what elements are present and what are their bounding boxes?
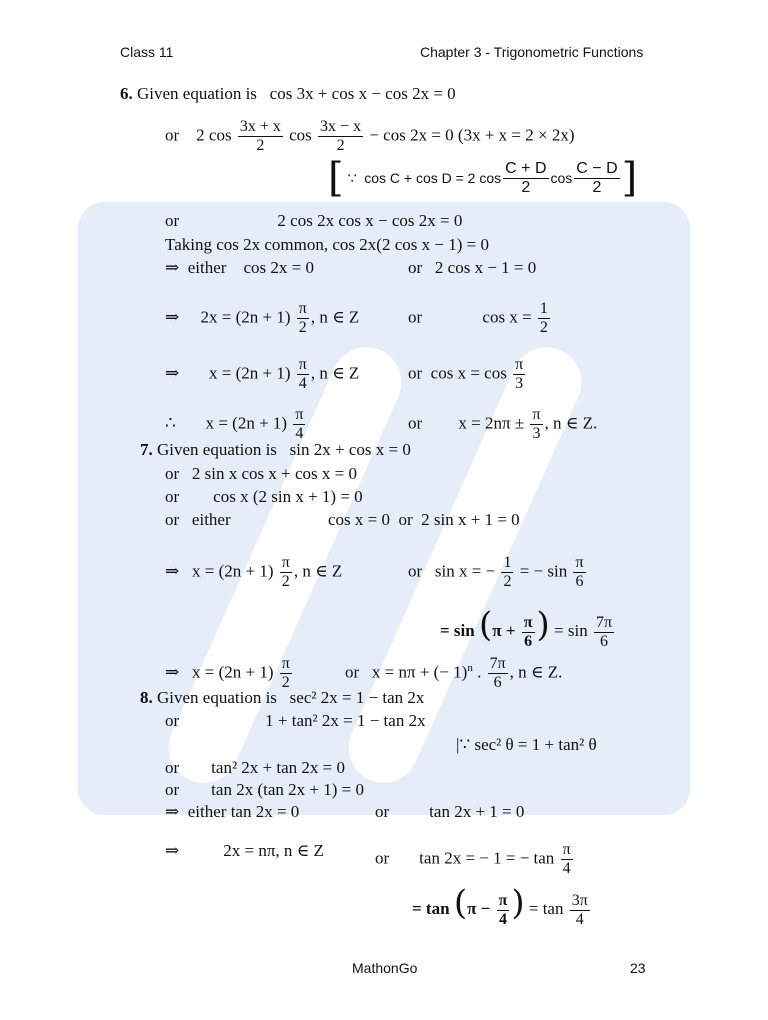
q6-line5: ⇒ either cos 2x = 0	[165, 258, 314, 277]
q6-line3: or 2 cos 2x cos x − cos 2x = 0	[165, 211, 463, 230]
q6-line8: ∴ x = (2n + 1) $\frac{\pi}{4}$	[165, 406, 304, 442]
q7-line5b: or sin x = − $\frac{1}{2}$ = − sin $\frac{\pi}{6}$	[408, 554, 584, 590]
q8-line5: or tan 2x (tan 2x + 1) = 0	[165, 780, 364, 799]
q7-line3: or cos x (2 sin x + 1) = 0	[165, 487, 363, 506]
q7-line7: ⇒ x = (2n + 1) $\frac{\pi}{2}$	[165, 655, 290, 691]
q8-line1: 8. Given equation is sec² 2x = 1 − tan 2x	[140, 688, 425, 707]
fraction: $\frac{3x + x}{2}$	[239, 118, 281, 154]
q6-line7b: or cos x = cos $\frac{\pi}{3}$	[408, 356, 524, 392]
q7-line6: = sin (π + $\frac{\pi}{6}$ ) = sin $\frac{7\pi}{6}$	[440, 605, 613, 650]
page-number: 23	[630, 960, 646, 976]
q7-line1: 7. Given equation is sin 2x + cos x = 0	[140, 440, 411, 459]
q8-line6b: or tan 2x + 1 = 0	[375, 802, 525, 821]
q6-line8b: or x = 2nπ ± $\frac{\pi}{3}$ , n ∈ Z.	[408, 406, 598, 442]
q6-line6: ⇒ 2x = (2n + 1) $\frac{\pi}{2}$ , n ∈ Z	[165, 300, 360, 336]
q8-line8: = tan (π − $\frac{\pi}{4}$ ) = tan $\frac{3\pi}{4}$	[412, 883, 588, 928]
q8-line6: ⇒ either tan 2x = 0	[165, 802, 300, 821]
header-chapter: Chapter 3 - Trigonometric Functions	[420, 44, 644, 60]
q6-line5b: or 2 cos x − 1 = 0	[408, 258, 537, 277]
q8-line4: or tan² 2x + tan 2x = 0	[165, 758, 345, 777]
q6-line4: Taking cos 2x common, cos 2x(2 cos x − 1) = 0	[165, 235, 489, 254]
header-class: Class 11	[120, 44, 174, 60]
identity-box: [ ∵ cos C + cos D = 2 cos $\frac{C + D}{2}$ cos $\frac{C - D}{2}$ ]	[328, 155, 638, 201]
q7-line2: or 2 sin x cos x + cos x = 0	[165, 464, 358, 483]
q7-line4: or either	[165, 510, 231, 529]
q7-line7b: or x = nπ + (− 1)$^n$ . $\frac{7\pi}{6}$ , n ∈ Z.	[345, 655, 563, 691]
q6-line2: or 2 cos $\frac{3x + x}{2}$ cos $\frac{3x - x}{2}$ − cos 2x = 0 (3x + x = 2 × 2x)	[165, 118, 575, 154]
footer-brand: MathonGo	[352, 960, 418, 976]
q8-line7: ⇒ 2x = nπ, n ∈ Z	[165, 841, 324, 860]
q6-line6b: or cos x = $\frac{1}{2}$	[408, 300, 548, 336]
q6-line7: ⇒ x = (2n + 1) $\frac{\pi}{4}$ , n ∈ Z	[165, 356, 360, 392]
q8-line7b: or tan 2x = − 1 = − tan $\frac{\pi}{4}$	[375, 841, 571, 877]
q8-line2: or 1 + tan² 2x = 1 − tan 2x	[165, 711, 426, 730]
fraction: $\frac{3x - x}{2}$	[320, 118, 362, 154]
q7-line5: ⇒ x = (2n + 1) $\frac{\pi}{2}$ , n ∈ Z	[165, 554, 343, 590]
q6-line1: 6. Given equation is cos 3x + cos x − cos 2x = 0	[120, 84, 456, 103]
q8-line3: |∵ sec² θ = 1 + tan² θ	[456, 735, 597, 754]
q7-line4b: cos x = 0 or 2 sin x + 1 = 0	[328, 510, 520, 529]
